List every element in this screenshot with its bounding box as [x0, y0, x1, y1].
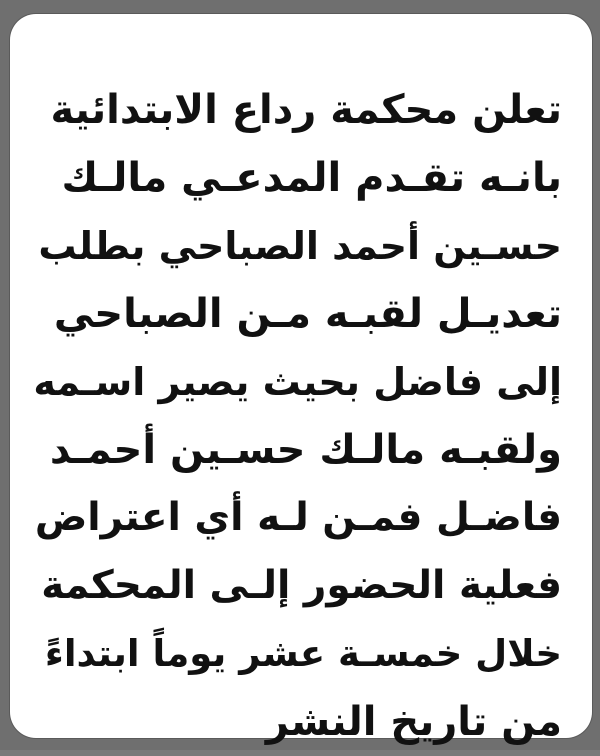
notice-line-2: بانـه تقـدم المدعـي مالـك — [61, 155, 562, 201]
notice-line-1: تعلن محكمة رداع الابتدائية — [50, 87, 562, 133]
court-notice-text — [32, 76, 562, 756]
notice-line-6: ولقبـه مالـك حسـين أحمـد — [49, 427, 562, 473]
notice-line-4: تعديـل لقبـه مـن الصباحي — [53, 291, 562, 337]
notice-line-5: إلى فاضل بحيث يصير اسـمه — [33, 360, 562, 404]
notice-line-7: فاضـل فمـن لـه أي اعتراض — [34, 495, 562, 540]
notice-line-10: من تاريخ النشر — [265, 699, 562, 745]
notice-card — [10, 14, 592, 745]
notice-line-9: خلال خمسـة عشر يوماً ابتداءً — [44, 632, 562, 675]
notice-line-3: حسـين أحمد الصباحي بطلب — [38, 224, 562, 268]
notice-line-8: فعلية الحضور إلـى المحكمة — [41, 563, 562, 608]
